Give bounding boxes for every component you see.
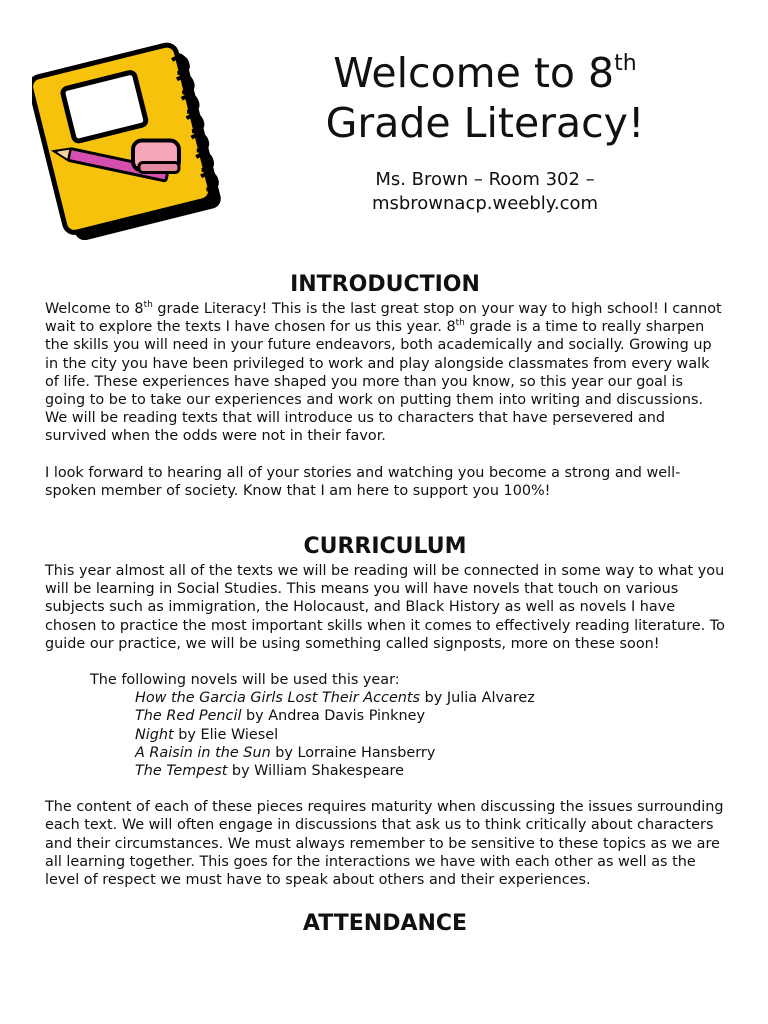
notebook-pencil-eraser-icon (32, 34, 237, 240)
novel-title: The Tempest (135, 763, 228, 780)
title-line1: Welcome to 8th (333, 49, 637, 97)
curriculum-heading: CURRICULUM (303, 534, 467, 560)
curriculum-paragraph-2: The content of each of these pieces requires maturity when discussing the issues surrounding each text. We will often engage in discussions that ask us to think critically about characters and their circumstances. We must always remember to be sensitive to these topics as we are all learning together. This goes for the interactions we have with each other as well as the level of respect we must have to speak about others and their experiences. (45, 799, 724, 889)
document-body (45, 270, 725, 939)
header (290, 48, 680, 216)
contact-line1: Ms. Brown – Room 302 – (375, 169, 595, 190)
novel-author: by William Shakespeare (227, 763, 404, 780)
novel-title: How the Garcia Girls Lost Their Accents (135, 690, 421, 707)
list-item (135, 707, 725, 725)
attendance-heading: ATTENDANCE (302, 911, 468, 937)
website-link[interactable]: msbrownacp.weebly.com (371, 193, 599, 214)
introduction-heading: INTRODUCTION (290, 272, 480, 297)
novels-intro: The following novels will be used this year: (90, 672, 400, 689)
list-item (135, 689, 725, 707)
novel-author: by Elie Wiesel (173, 726, 279, 743)
page-title (290, 48, 680, 148)
list-item (135, 762, 725, 780)
introduction-paragraph-1: Welcome to 8th grade Literacy! This is the last great stop on your way to high school! I cannot wait to explore the texts I have chosen for us this year. 8th grade is a time to really sharpen the skills you will need in your future endeavors, both academically and socially. Growing up in the city you have been privileged to work and play alongside classmates from every walk of life. These experiences have shaped you more than you know, so this year our goal is going to be to take our experiences and work on putting them into writing and discussions. We will be reading texts that will introduce us to characters that have persevered and survived when the odds were not in their favor. (45, 300, 722, 445)
novel-title: Night (135, 726, 174, 743)
novel-author: by Andrea Davis Pinkney (241, 708, 426, 725)
curriculum-paragraph-1: This year almost all of the texts we will be reading will be connected in some way to what you will be learning in Social Studies. This means you will have novels that touch on various subjects such as immigration, the Holocaust, and Black History as well as novels I have chosen to practice the most important skills when it comes to effectively reading literature. To guide our practice, we will be using something called signposts, more on these soon! (45, 563, 725, 652)
title-line2: Grade Literacy! (325, 99, 645, 147)
list-item (135, 744, 725, 762)
teacher-contact (290, 168, 680, 216)
novel-list (135, 689, 725, 780)
novel-title: The Red Pencil (135, 708, 242, 725)
list-item (135, 726, 725, 744)
introduction-paragraph-2: I look forward to hearing all of your stories and watching you become a strong and well-spoken member of society. Know that I am here to support you 100%! (45, 464, 681, 499)
novel-title: A Raisin in the Sun (135, 744, 271, 761)
novel-author: by Lorraine Hansberry (270, 744, 436, 761)
novel-author: by Julia Alvarez (420, 690, 535, 707)
